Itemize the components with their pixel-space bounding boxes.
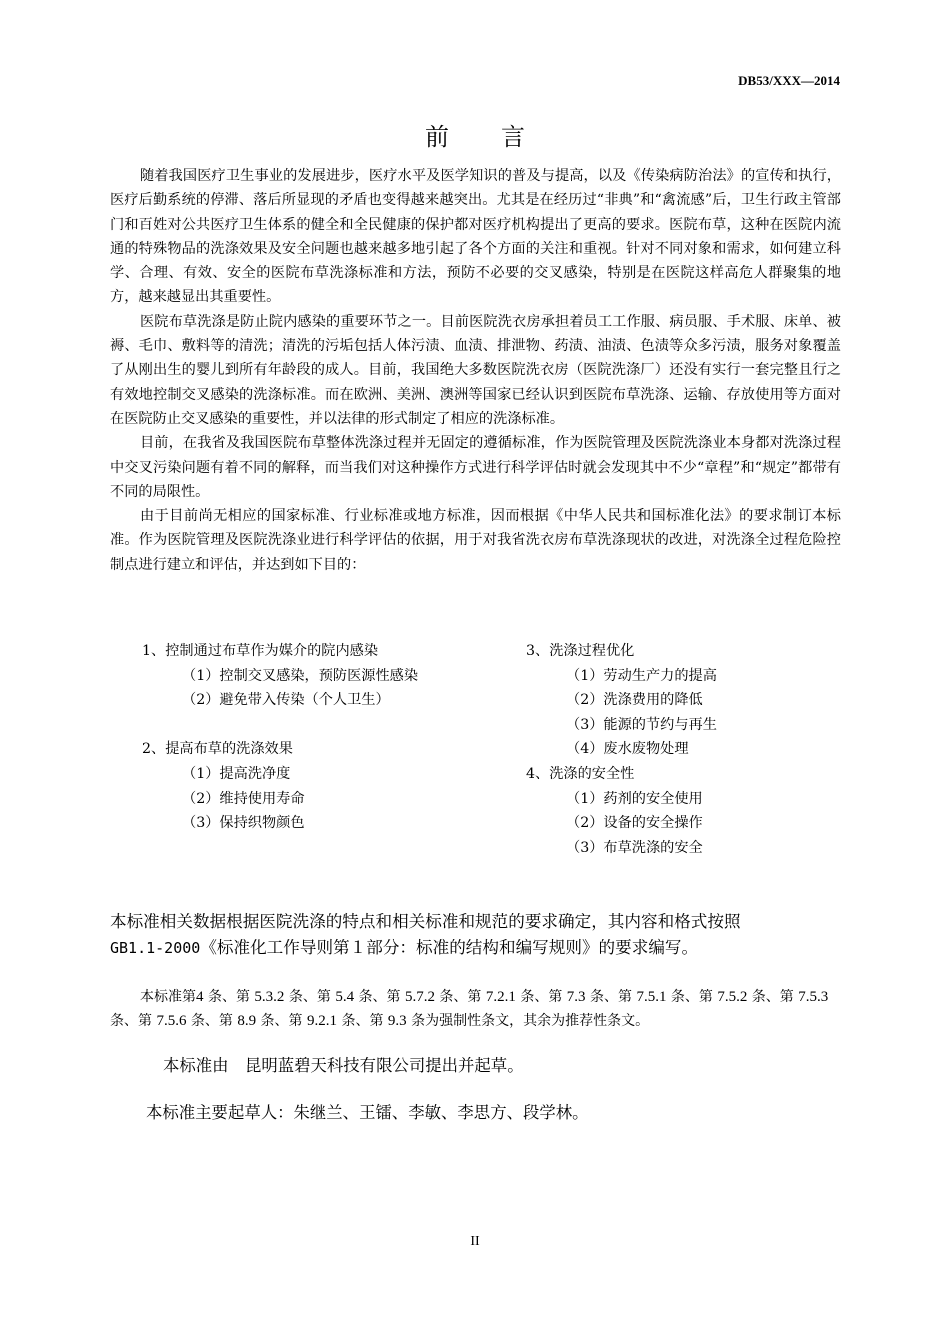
goal-subitem: （3）能源的节约与再生 [566, 716, 717, 733]
foreword-body [110, 164, 841, 577]
clause-number: 7.5.1 [636, 989, 667, 1005]
clause-number: 9.2.1 [307, 1013, 338, 1029]
clause-number: 4 [196, 989, 204, 1005]
page-number: II [470, 1234, 480, 1249]
document-code: DB53/XXX—2014 [738, 73, 840, 88]
clause-separator: 条、第 [337, 1013, 388, 1029]
goal-item: 4、洗涤的安全性 [526, 765, 635, 782]
clause-separator: 条、第 [434, 989, 486, 1005]
clause-separator: 条、第 [284, 989, 336, 1005]
paragraph-laundry-importance: 医院布草洗涤是防止院内感染的重要环节之一。目前医院洗衣房承担着员工工作服、病员服、手术服、床单、被褥、毛巾、敷料等的清洗；清洗的污垢包括人体污渍、血渍、排泄物、药渍、油渍、色渍等众多污渍，服务对象覆盖了从刚出生的婴儿到所有年龄段的成人。目前，我国绝大多数医院洗衣房（医院洗涤厂）还没有实行一套完整且行之有效地控制交叉感染的洗涤标准。而在欧洲、美洲、澳洲等国家已经认识到医院布草洗涤、运输、存放使用等方面对在医院防止交叉感染的重要性，并以法律的形式制定了相应的洗涤标准。 [110, 313, 841, 427]
goal-subitem: （2）维持使用寿命 [182, 790, 305, 807]
clause-separator: 条、第 [354, 989, 405, 1005]
clause-separator: 条、第 [666, 989, 718, 1005]
paragraph-purpose: 由于目前尚无相应的国家标准、行业标准或地方标准，因而根据《中华人民共和国标准化法》的要求制订本标准。作为医院管理及医院洗涤业进行科学评估的依据，用于对我省洗衣房布草洗涤现状的改进，对洗涤全过程危险控制点进行建立和评估，并达到如下目的： [110, 508, 841, 573]
clause-number: 9.3 [387, 1013, 407, 1029]
clause-number: 5.4 [335, 989, 355, 1005]
goal-subitem: （1）劳动生产力的提高 [566, 667, 717, 684]
clause-number: 5.7.2 [404, 989, 435, 1005]
standard-note-text: 本标准相关数据根据医院洗涤的特点和相关标准和规范的要求确定，其内容和格式按照 [110, 912, 741, 931]
standard-format-note [110, 909, 841, 961]
clause-number: 7.5.3 [798, 989, 829, 1005]
goal-item: 3、洗涤过程优化 [526, 643, 635, 659]
goals-left-column [142, 639, 522, 836]
clause-separator: 条、第 [747, 989, 799, 1005]
clause-number: 8.9 [237, 1013, 257, 1029]
clause-separator: 条、第 [585, 989, 637, 1005]
mandatory-prefix: 本标准第 [140, 989, 196, 1005]
clause-separator: 条、第 [515, 989, 567, 1005]
goal-subitem: （1）药剂的安全使用 [566, 790, 703, 807]
clause-separator: 条、第 [110, 1013, 157, 1029]
goal-subitem: （1）控制交叉感染，预防医源性感染 [182, 667, 419, 684]
goals-list [110, 639, 841, 869]
standard-code: GB1.1-2000 [110, 939, 201, 957]
goal-subitem: （2）洗涤费用的降低 [566, 692, 703, 709]
goal-subitem: （1）提高洗净度 [182, 765, 291, 782]
clause-number: 5.3.2 [254, 989, 285, 1005]
goal-subitem: （3）布草洗涤的安全 [566, 839, 703, 856]
goal-item: 2、提高布草的洗涤效果 [142, 741, 293, 758]
clause-separator: 条、第 [186, 1013, 238, 1029]
paragraph-current-status: 目前，在我省及我国医院布草整体洗涤过程并无固定的遵循标准，作为医院管理及医院洗涤业本身都对洗涤过程中交叉污染问题有着不同的解释，而当我们对这种操作方式进行科学评估时就会发现其中不少“章程”和“规定”都带有不同的局限性。 [110, 435, 841, 500]
clause-number: 7.5.2 [717, 989, 748, 1005]
goal-subitem: （4）废水废物处理 [566, 741, 689, 758]
list-spacer [142, 713, 522, 738]
goal-subitem: （3）保持织物颜色 [182, 815, 305, 832]
goals-right-column [526, 639, 856, 860]
goal-subitem: （2）避免带入传染（个人卫生） [182, 692, 390, 709]
clause-separator: 条为强制性条文，其余为推荐性条文。 [406, 1013, 650, 1029]
paragraph-background: 随着我国医疗卫生事业的发展进步，医疗水平及医学知识的普及与提高，以及《传染病防治法》的宣传和执行，医疗后勤系统的停滞、落后所显现的矛盾也变得越来越突出。尤其是在经历过“非典”和“禽流感”后，卫生行政主管部门和百姓对公共医疗卫生体系的健全和全民健康的保护都对医疗机构提出了更高的要求。医院布草，这种在医院内流通的特殊物品的洗涤效果及安全问题也越来越多地引起了各个方面的关注和重视。针对不同对象和需求，如何建立科学、合理、有效、安全的医院布草洗涤标准和方法，预防不必要的交叉感染，特别是在医院这样高危人群聚集的地方，越来越显出其重要性。 [110, 168, 841, 306]
clause-number: 7.5.6 [156, 1013, 187, 1029]
clause-number: 7.2.1 [485, 989, 516, 1005]
proposer-statement: 本标准由 昆明蓝碧天科技有限公司提出并起草。 [163, 1056, 524, 1075]
clause-separator: 条、第 [203, 989, 255, 1005]
page-title: 前言 [425, 123, 577, 151]
clause-separator: 条、第 [256, 1013, 308, 1029]
goal-subitem: （2）设备的安全操作 [566, 815, 703, 832]
clause-number: 7.3 [566, 989, 586, 1005]
drafters-statement: 本标准主要起草人：朱继兰、王镭、李敏、李思方、段学林。 [146, 1103, 589, 1122]
goal-item: 1、控制通过布草作为媒介的院内感染 [142, 643, 379, 659]
mandatory-clauses-note [110, 985, 841, 1033]
clause-list [110, 989, 828, 1029]
standard-note-text: 《标准化工作导则第１部分：标准的结构和编写规则》的要求编写。 [200, 938, 699, 957]
